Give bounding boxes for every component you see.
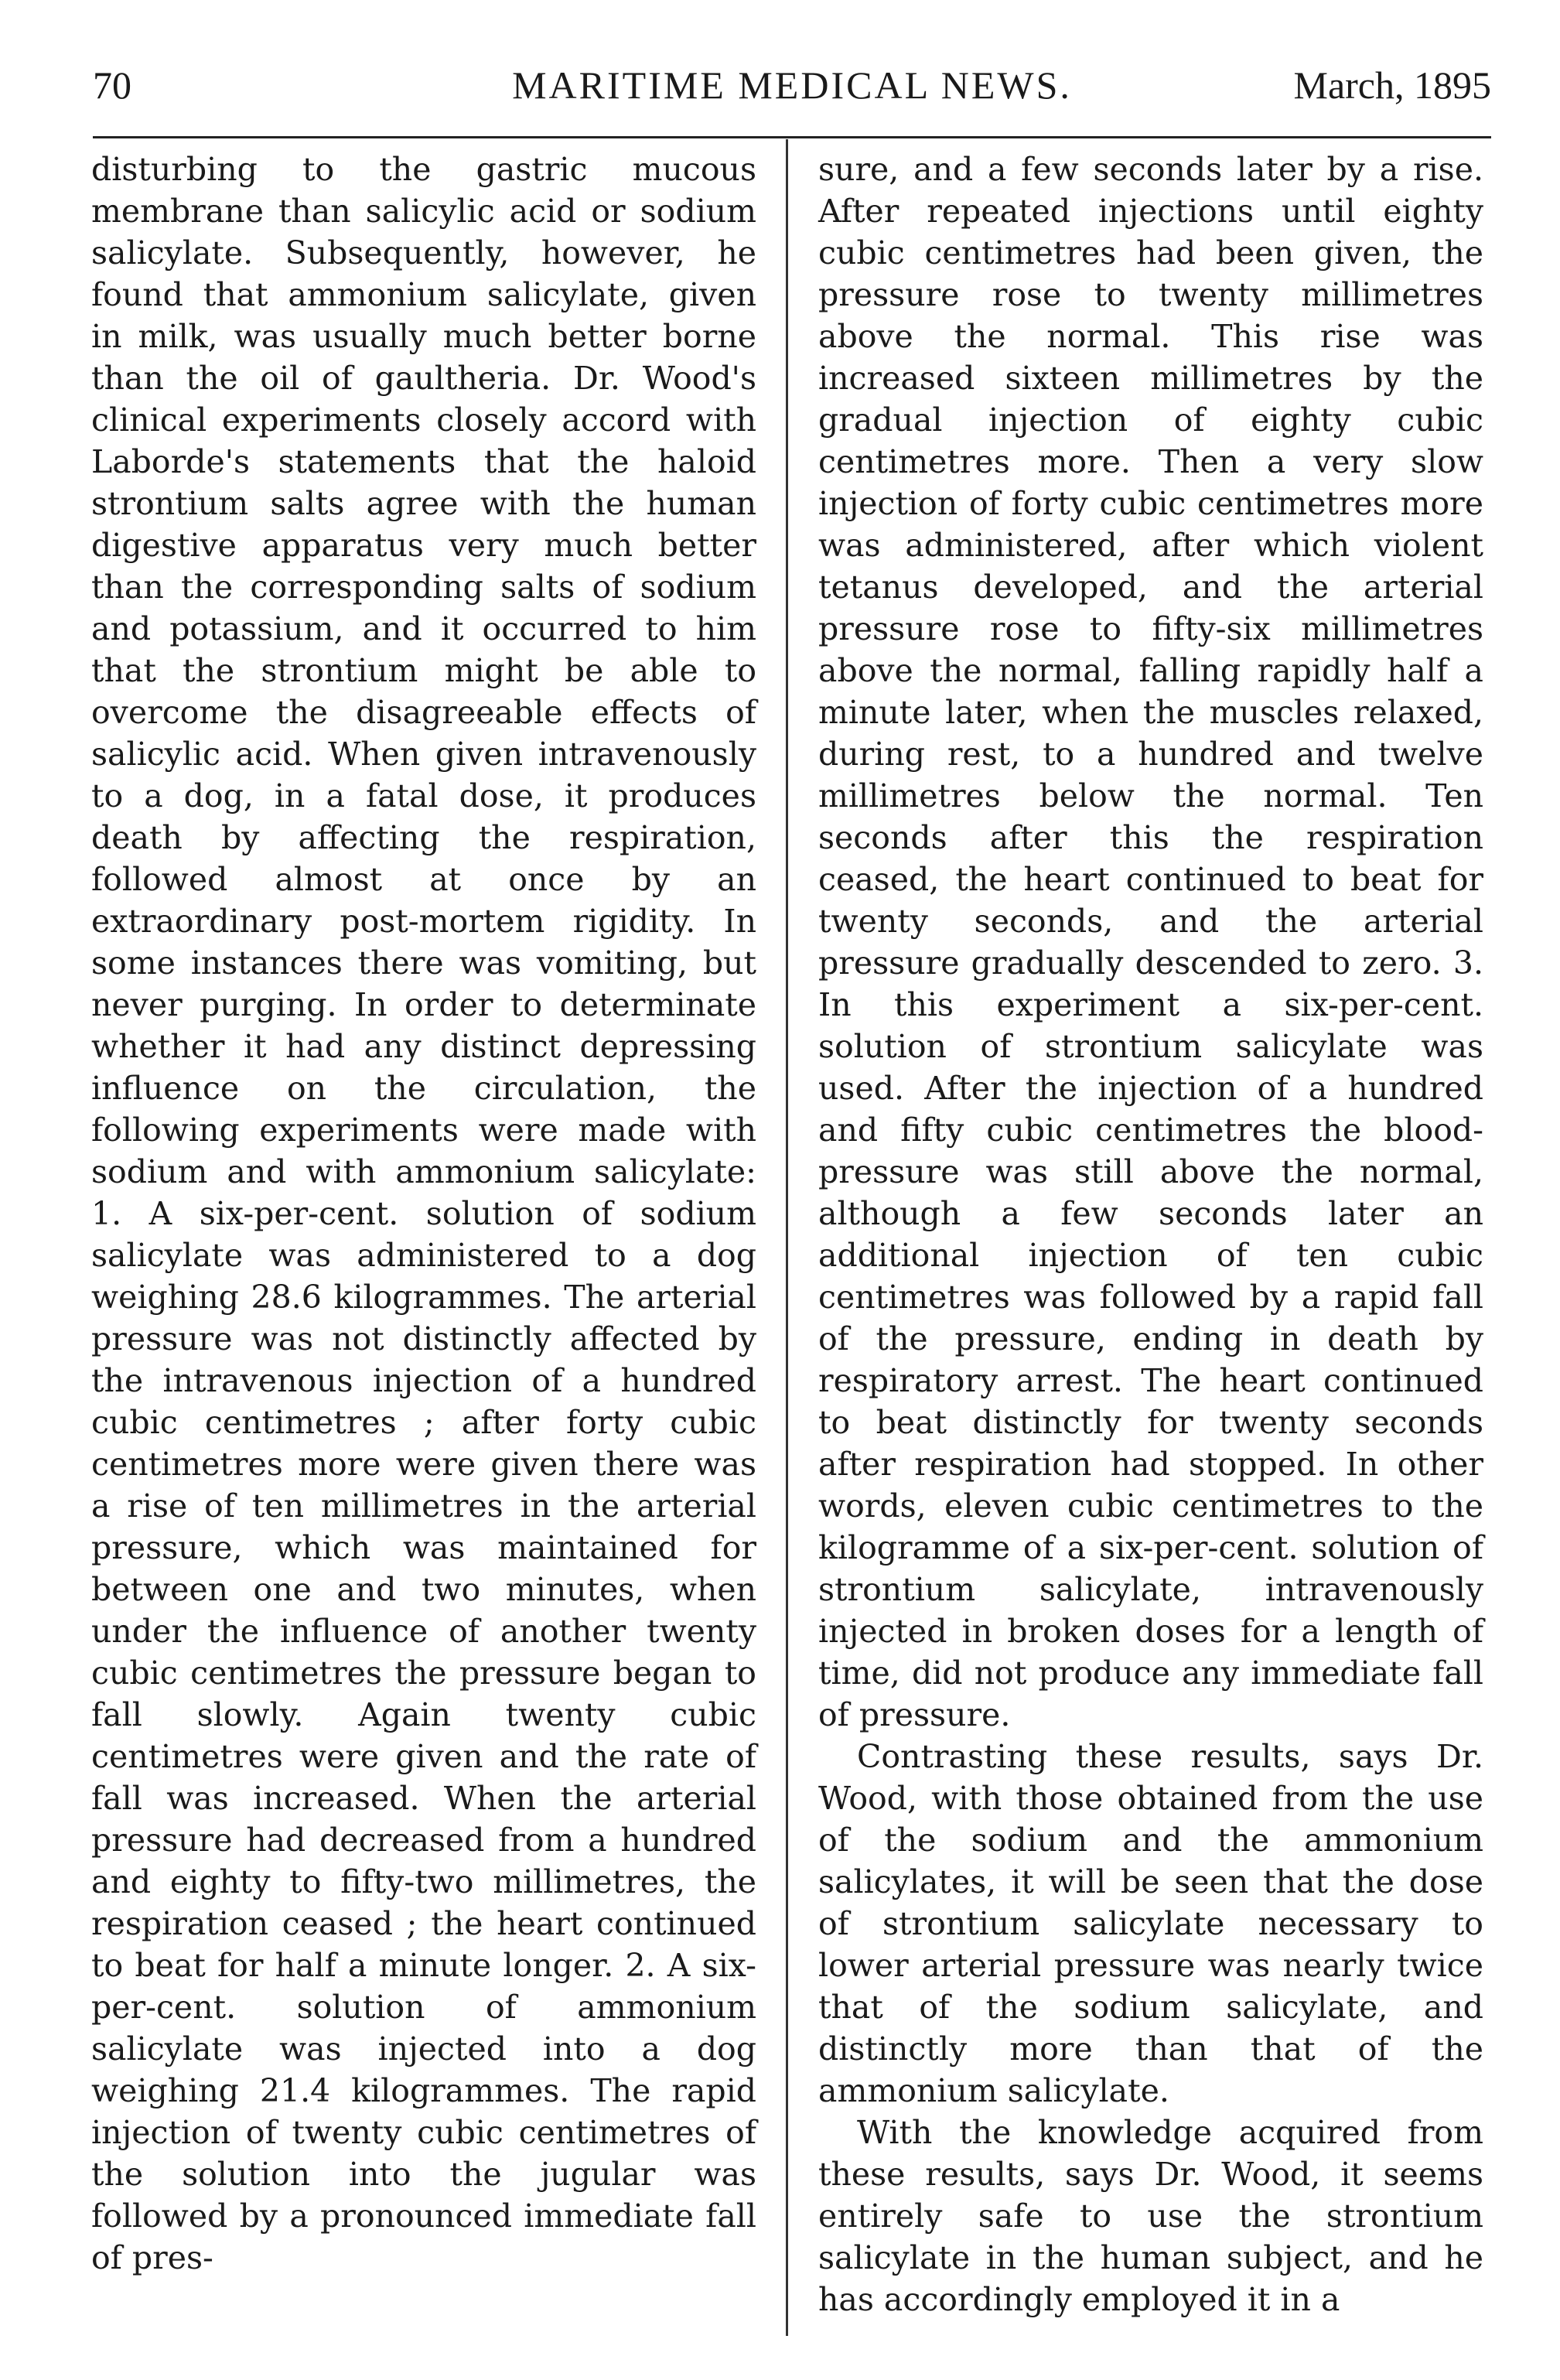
journal-title: MARITIME MEDICAL NEWS. (512, 63, 1072, 107)
left-column (91, 149, 756, 2279)
left-paragraph-1: disturbing to the gastric mucous membrane than salicylic acid or sodium salicylate. Subsequently, however, he found that ammonium salicylate, given in milk, was usually much better borne than the oil of gaultheria. Dr. Wood's clinical experiments closely accord with Laborde's statements that the haloid strontium salts agree with the human digestive apparatus very much better than the corresponding salts of sodium and potassium, and it occurred to him that the strontium might be able to overcome the disagreeable effects of salicylic acid. When given intravenously to a dog, in a fatal dose, it produces death by affecting the respiration, followed almost at once by an extraordinary post-mortem rigidity. In some instances there was vomiting, but never purging. In order to determinate whether it had any distinct depressing influence on the circulation, the following experiments were made with sodium and with ammonium salicylate: 1. A six-per-cent. solution of sodium salicylate was administered to a dog weighing 28.6 kilogrammes. The arterial pressure was not distinctly affected by the intravenous injection of a hundred cubic centimetres ; after forty cubic centimetres more were given there was a rise of ten millimetres in the arterial pressure, which was maintained for between one and two minutes, when under the influence of another twenty cubic centimetres the pressure began to fall slowly. Again twenty cubic centimetres were given and the rate of fall was increased. When the arterial pressure had decreased from a hundred and eighty to fifty-two millimetres, the respiration ceased ; the heart continued to beat for half a minute longer. 2. A six-per-cent. solution of ammonium salicylate was injected into a dog weighing 21.4 kilogrammes. The rapid injection of twenty cubic centimetres of the solution into the jugular was followed by a pronounced immediate fall of pres- (91, 151, 756, 2276)
right-paragraph-1: sure, and a few seconds later by a rise. After repeated injections until eighty cubic centimetres had been given, the pressure rose to twenty millimetres above the normal. This rise was increased sixteen millimetres by the gradual injection of eighty cubic centimetres more. Then a very slow injection of forty cubic centimetres more was administered, after which violent tetanus developed, and the arterial pressure rose to fifty-six millimetres above the normal, falling rapidly half a minute later, when the muscles relaxed, during rest, to a hundred and twelve millimetres below the normal. Ten seconds after this the respiration ceased, the heart continued to beat for twenty seconds, and the arterial pressure gradually descended to zero. 3. In this experiment a six-per-cent. solution of strontium salicylate was used. After the injection of a hundred and fifty cubic centimetres the blood-pressure was still above the normal, although a few seconds later an additional injection of ten cubic centimetres was followed by a rapid fall of the pressure, ending in death by respiratory arrest. The heart continued to beat distinctly for twenty seconds after respiration had stopped. In other words, eleven cubic centimetres to the kilogramme of a six-per-cent. solution of strontium salicylate, intravenously injected in broken doses for a length of time, did not produce any immediate fall of pressure. (818, 151, 1483, 1733)
right-paragraph-3: With the knowledge acquired from these results, says Dr. Wood, it seems entirely safe to use the strontium salicylate in the human subject, and he has accordingly employed it in a (818, 2114, 1483, 2318)
column-divider (786, 139, 788, 2336)
header-rule (93, 136, 1491, 138)
page-header (93, 60, 1491, 110)
right-paragraph-2: Contrasting these results, says Dr. Wood, with those obtained from the use of the sodium and the ammonium salicylates, it will be seen that the dose of strontium salicylate necessary to lower arterial pressure was nearly twice that of the sodium salicylate, and distinctly more than that of the ammonium salicylate. (818, 1738, 1483, 2109)
page-number: 70 (93, 63, 131, 107)
right-column (818, 149, 1483, 2320)
issue-date: March, 1895 (1293, 63, 1491, 107)
